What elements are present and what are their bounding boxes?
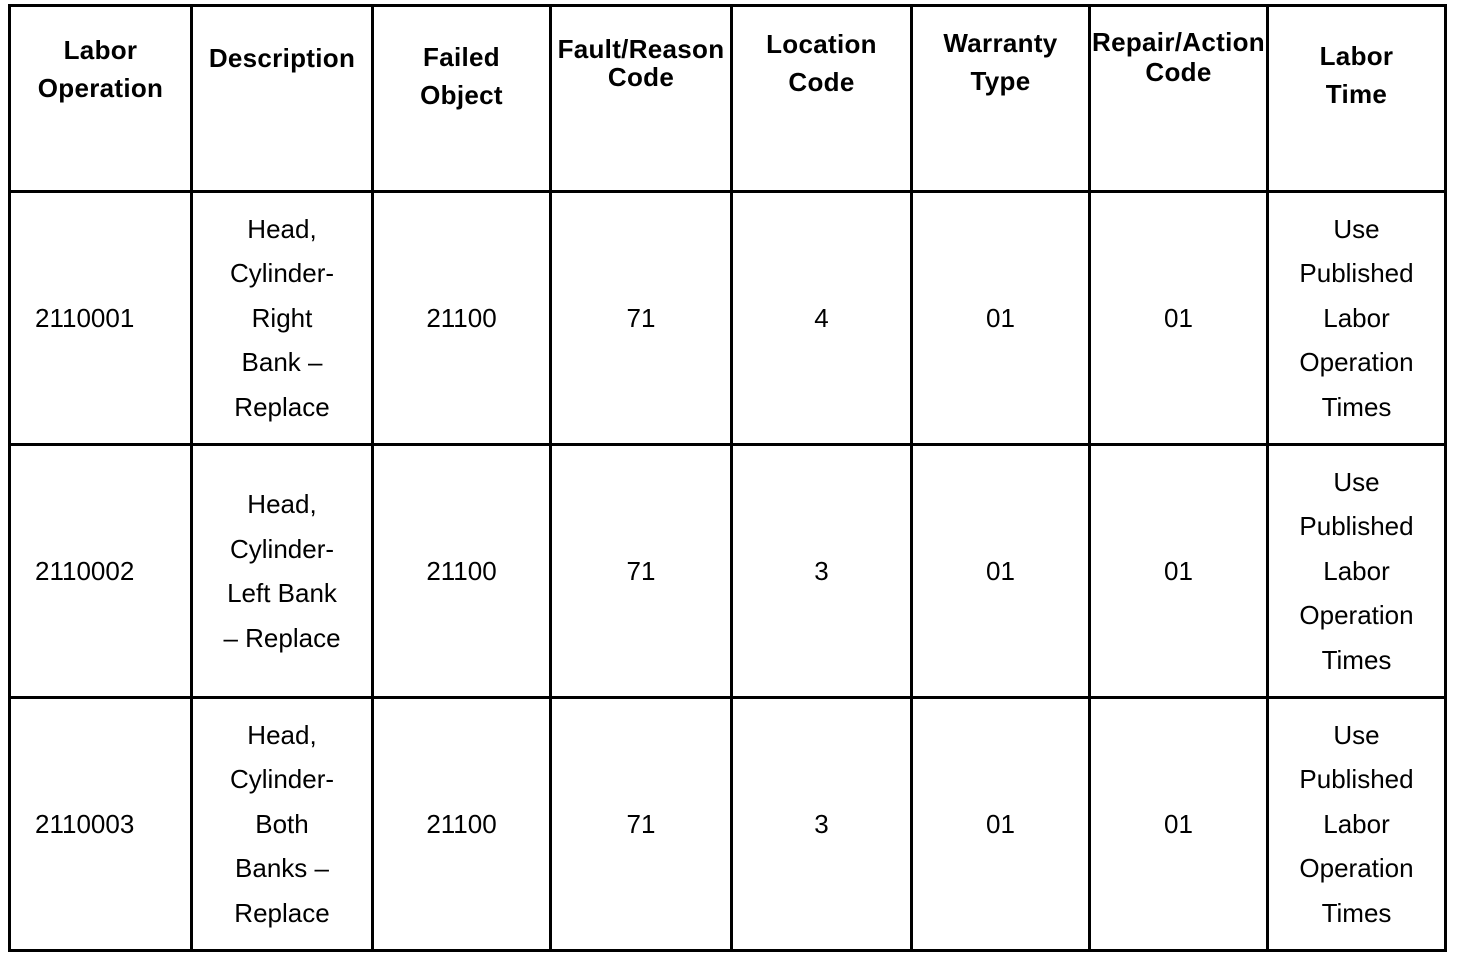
description-cell: Head, Cylinder- Left Bank – Replace bbox=[192, 445, 373, 698]
description-cell: Head, Cylinder- Right Bank – Replace bbox=[192, 192, 373, 445]
labor-time-cell: Use Published Labor Operation Times bbox=[1268, 192, 1446, 445]
header-labor-operation: Labor Operation bbox=[10, 6, 192, 192]
failed-object-cell: 21100 bbox=[373, 192, 551, 445]
labor-operations-table bbox=[8, 4, 1447, 952]
labor-operation-cell: 2110003 bbox=[10, 698, 192, 951]
labor-time-cell: Use Published Labor Operation Times bbox=[1268, 698, 1446, 951]
location-code-cell: 4 bbox=[732, 192, 912, 445]
header-description: Description bbox=[192, 6, 373, 192]
fault-reason-code-cell: 71 bbox=[551, 698, 732, 951]
warranty-type-cell: 01 bbox=[912, 698, 1090, 951]
location-code-cell: 3 bbox=[732, 698, 912, 951]
header-warranty-type: Warranty Type bbox=[912, 6, 1090, 192]
description-cell: Head, Cylinder- Both Banks – Replace bbox=[192, 698, 373, 951]
failed-object-cell: 21100 bbox=[373, 698, 551, 951]
header-row bbox=[10, 6, 1446, 192]
labor-operation-cell: 2110001 bbox=[10, 192, 192, 445]
table-row bbox=[10, 192, 1446, 445]
labor-time-cell: Use Published Labor Operation Times bbox=[1268, 445, 1446, 698]
repair-action-code-cell: 01 bbox=[1090, 698, 1268, 951]
labor-operation-cell: 2110002 bbox=[10, 445, 192, 698]
header-repair-action-code: Repair/Action Code bbox=[1090, 6, 1268, 192]
header-failed-object: Failed Object bbox=[373, 6, 551, 192]
fault-reason-code-cell: 71 bbox=[551, 445, 732, 698]
warranty-type-cell: 01 bbox=[912, 445, 1090, 698]
header-labor-time: Labor Time bbox=[1268, 6, 1446, 192]
table-row bbox=[10, 698, 1446, 951]
table-row bbox=[10, 445, 1446, 698]
header-location-code: Location Code bbox=[732, 6, 912, 192]
location-code-cell: 3 bbox=[732, 445, 912, 698]
failed-object-cell: 21100 bbox=[373, 445, 551, 698]
fault-reason-code-cell: 71 bbox=[551, 192, 732, 445]
repair-action-code-cell: 01 bbox=[1090, 445, 1268, 698]
warranty-type-cell: 01 bbox=[912, 192, 1090, 445]
header-fault-reason-code: Fault/Reason Code bbox=[551, 6, 732, 192]
repair-action-code-cell: 01 bbox=[1090, 192, 1268, 445]
